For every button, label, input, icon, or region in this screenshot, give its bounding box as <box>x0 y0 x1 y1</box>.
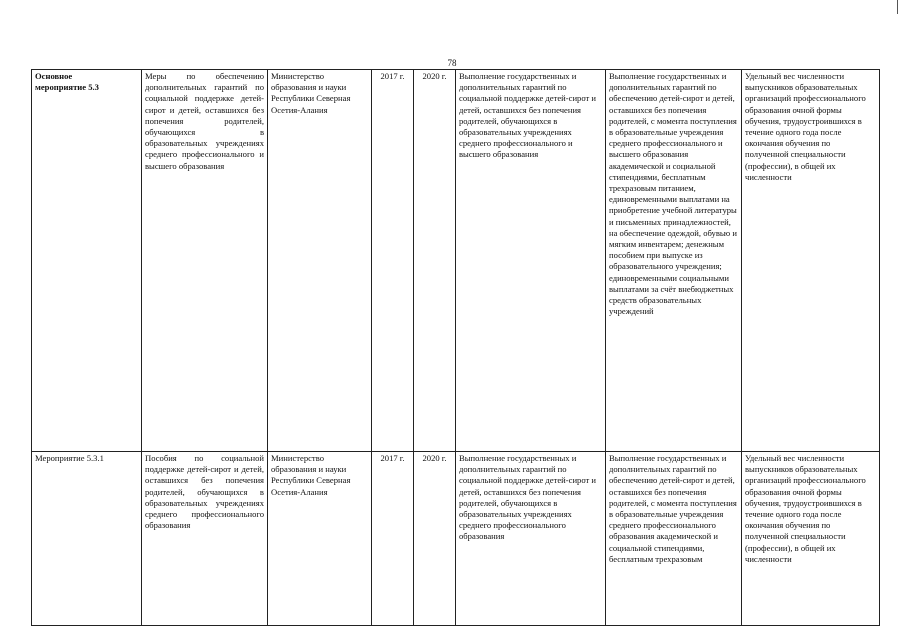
measures-cell <box>142 70 268 452</box>
content-text: Выполнение государственных и дополнительных гарантий по обеспечению детей-сирот и детей, оставшихся без попечения родителей, с момента поступления в образовательные учреждения среднего профессионального образования академической и социальной стипендиями, бесплатным трехразовым <box>609 453 737 564</box>
indicator-cell <box>742 452 880 626</box>
program-table <box>31 69 880 626</box>
start-year: 2017 г. <box>380 71 405 81</box>
end-year: 2020 г. <box>422 71 447 81</box>
content-cell <box>606 452 742 626</box>
table-row <box>32 70 880 452</box>
row-name: Основное мероприятие 5.3 <box>35 71 99 93</box>
indicator-text: Удельный вес численности выпускников образовательных организаций профессионального образования очной формы обучения, трудоустроившихся в течение одного года после окончания обучения по полученной специальности (профессии), в общей их численности <box>745 71 866 182</box>
expected-result-cell <box>456 70 606 452</box>
content-cell <box>606 70 742 452</box>
table-row <box>32 452 880 626</box>
expected-result-cell <box>456 452 606 626</box>
expected-result-text: Выполнение государственных и дополнительных гарантий по социальной поддержке детей-сирот и детей, оставшихся без попечения родителей, обучающихся в образовательных учреждениях среднего профессионального и высшего образования <box>459 71 597 160</box>
measures-cell <box>142 452 268 626</box>
content-text: Выполнение государственных и дополнительных гарантий по обеспечению детей-сирот и детей, оставшихся без попечения родителей, с момента поступления в образовательные учреждения среднего профессионального и высшего образования академической и социальной стипендиями, бесплатным трехразовым питанием, единовременными выплатами на приобретение учебной литературы и письменных принадлежностей, на обеспечение одеждой, обувью и мягким инвентарем; денежным пособием при выпуске из образовательного учреждения; единовременными социальными выплатами за счёт внебюджетных средств образовательных учреждений <box>609 71 737 317</box>
row-name-cell <box>32 70 142 452</box>
end-year-cell <box>414 452 456 626</box>
scan-edge-mark <box>897 0 898 14</box>
measures-text: Пособия по социальной поддержке детей-сирот и детей, оставшихся без попечения родителей, обучающихся в образовательных учреждениях среднего профессионального образования <box>145 453 264 531</box>
start-year: 2017 г. <box>380 453 405 463</box>
executor-cell <box>268 452 372 626</box>
end-year-cell <box>414 70 456 452</box>
end-year: 2020 г. <box>422 453 447 463</box>
executor-text: Министерство образования и науки Республики Северная Осетия-Алания <box>271 71 351 115</box>
row-name-cell <box>32 452 142 626</box>
start-year-cell <box>372 452 414 626</box>
expected-result-text: Выполнение государственных и дополнительных гарантий по социальной поддержке детей-сирот и детей, оставшихся без попечения родителей, обучающихся в образовательных учреждениях среднего профессионального образования <box>459 453 597 542</box>
indicator-cell <box>742 70 880 452</box>
measures-text: Меры по обеспечению дополнительных гарантий по социальной поддержке детей-сирот и детей, оставшихся без попечения родителей, обучающихся в образовательных учреждениях среднего профессионального и высшего образования <box>145 71 264 171</box>
page-number: 78 <box>447 58 457 68</box>
executor-cell <box>268 70 372 452</box>
executor-text: Министерство образования и науки Республики Северная Осетия-Алания <box>271 453 351 497</box>
indicator-text: Удельный вес численности выпускников образовательных организаций профессионального образования очной формы обучения, трудоустроившихся в течение одного года после окончания обучения по полученной специальности (профессии), в общей их численности <box>745 453 866 564</box>
start-year-cell <box>372 70 414 452</box>
row-name: Мероприятие 5.3.1 <box>35 453 104 463</box>
